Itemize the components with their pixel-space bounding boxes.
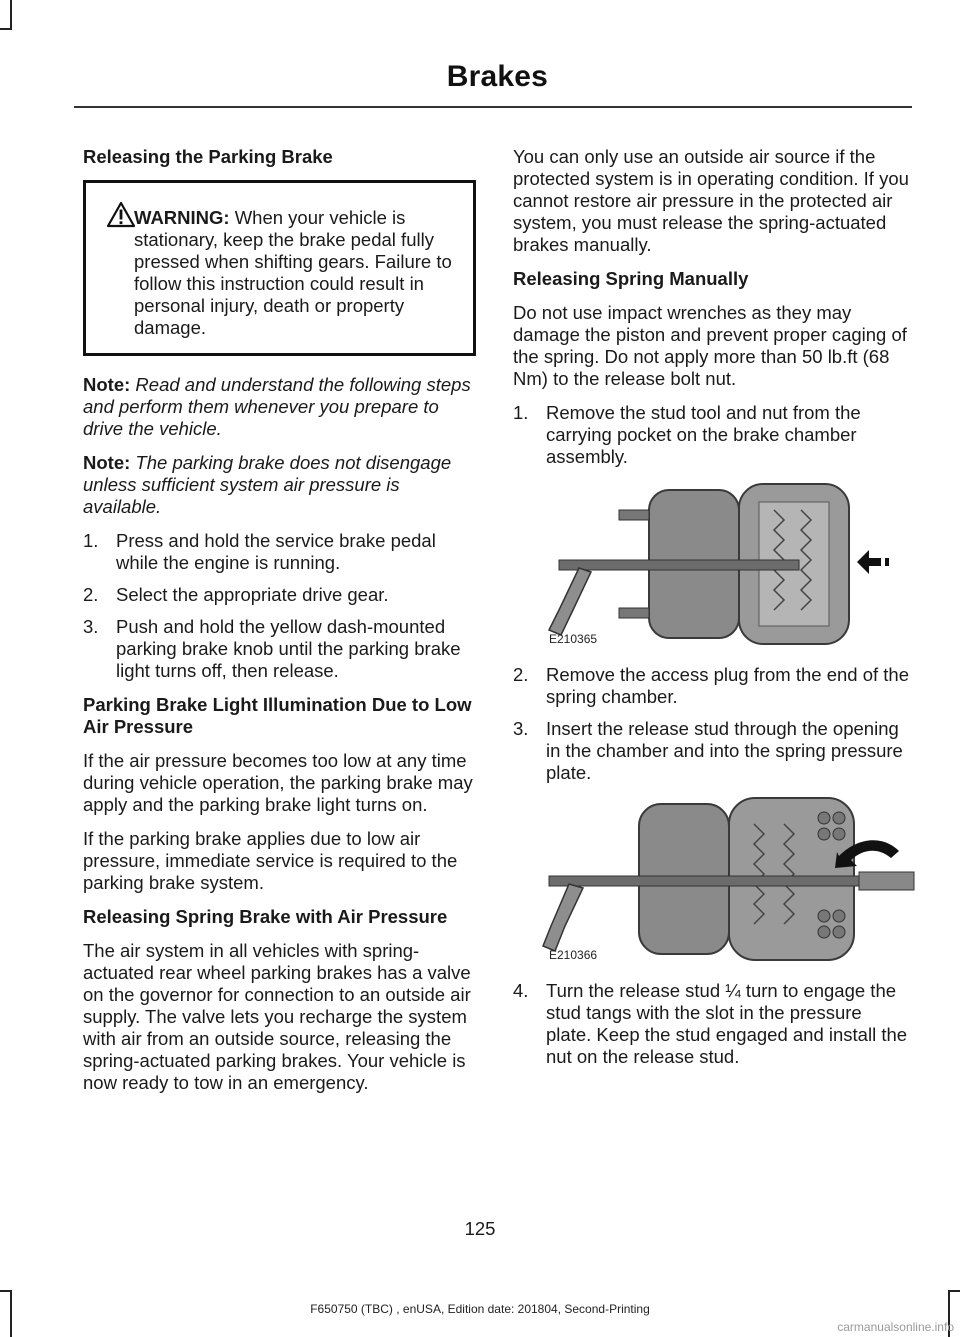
paragraph: The air system in all vehicles with spring-actuated rear wheel parking brakes has a valve on the governor for connection to an outside air supply. The valve lets you recharge the system with air from an outside source, releasing the spring-actuated parking brakes. Your vehicle is now ready to tow in an emergency. [83, 940, 471, 1093]
step-number: 2. [513, 664, 529, 685]
paragraph: If the air pressure becomes too low at any time during vehicle operation, the parking brake may apply and the parking brake light turns on. [83, 750, 473, 815]
list-item [513, 718, 910, 784]
step-text: Remove the stud tool and nut from the carrying pocket on the brake chamber assembly. [546, 402, 861, 467]
watermark: carmanualsonline.info [837, 1320, 954, 1334]
right-column [513, 146, 910, 1080]
step-number: 1. [513, 402, 529, 423]
step-text: Select the appropriate drive gear. [116, 584, 389, 605]
page-number: 125 [464, 1218, 496, 1239]
crop-mark [948, 1290, 960, 1292]
step-text: Turn the release stud ¼ turn to engage the stud tangs with the slot in the pressure plate. Keep the stud engaged and install the nut on the release stud. [546, 980, 908, 1067]
list-item [513, 664, 910, 708]
warning-icon [106, 201, 136, 228]
step-number: 2. [83, 584, 99, 605]
step-text: Push and hold the yellow dash-mounted parking brake knob until the parking brake light turns off, then release. [116, 616, 461, 681]
paragraph: You can only use an outside air source if the protected system is in operating condition. If you cannot restore air pressure in the protected air system, you must release the spring-actuated brakes manually. [513, 146, 909, 255]
heading-releasing-parking-brake: Releasing the Parking Brake [83, 146, 333, 167]
brake-chamber-illustration [539, 796, 919, 966]
warning-label: WARNING: [134, 207, 230, 228]
manual-steps-list-c [513, 980, 910, 1068]
header-rule [74, 106, 912, 108]
step-number: 4. [513, 980, 529, 1001]
step-text: Remove the access plug from the end of the spring chamber. [546, 664, 910, 707]
left-column [83, 146, 476, 1106]
warning-box [83, 180, 476, 356]
step-number: 3. [83, 616, 99, 637]
release-steps-list [83, 530, 476, 682]
note-label: Note: [83, 374, 131, 395]
step-number: 3. [513, 718, 529, 739]
note-text: Read and understand the following steps and perform them whenever you prepare to drive the vehicle. [83, 374, 471, 439]
manual-steps-list-b [513, 664, 910, 784]
page-title: Brakes [446, 60, 548, 93]
list-item [83, 616, 476, 682]
note-text: The parking brake does not disengage unless sufficient system air pressure is available. [83, 452, 452, 517]
crop-mark [10, 0, 12, 30]
manual-steps-list [513, 402, 910, 468]
heading-release-manual: Releasing Spring Manually [513, 268, 749, 289]
paragraph: If the parking brake applies due to low air pressure, immediate service is required to the parking brake system. [83, 828, 458, 893]
step-number: 1. [83, 530, 99, 551]
edition-footer: F650750 (TBC) , enUSA, Edition date: 201804, Second-Printing [310, 1302, 650, 1316]
heading-release-air: Releasing Spring Brake with Air Pressure [83, 906, 448, 927]
figure-label: E210365 [549, 632, 598, 646]
list-item [83, 530, 476, 574]
list-item [83, 584, 476, 606]
step-text: Press and hold the service brake pedal while the engine is running. [116, 530, 436, 573]
paragraph: Do not use impact wrenches as they may damage the piston and prevent proper caging of the spring. Do not apply more than 50 lb.ft (68 Nm) to the release bolt nut. [513, 302, 907, 389]
list-item [513, 402, 910, 468]
figure-brake-chamber-2 [513, 796, 910, 964]
step-text: Insert the release stud through the opening in the chamber and into the spring pressure plate. [546, 718, 903, 783]
list-item [513, 980, 910, 1068]
note-label: Note: [83, 452, 131, 473]
heading-low-air: Parking Brake Light Illumination Due to Low Air Pressure [83, 694, 472, 737]
warning-body: When your vehicle is stationary, keep the brake pedal fully pressed when shifting gears. Failure to follow this instruction could result in personal injury, death or property damage. [134, 207, 452, 338]
crop-mark [0, 28, 12, 30]
figure-brake-chamber-1 [513, 480, 910, 648]
crop-mark [0, 1290, 12, 1292]
note-1 [83, 374, 476, 440]
brake-chamber-illustration [539, 480, 899, 650]
figure-label: E210366 [549, 948, 598, 962]
note-2 [83, 452, 476, 518]
warning-text [102, 207, 457, 339]
